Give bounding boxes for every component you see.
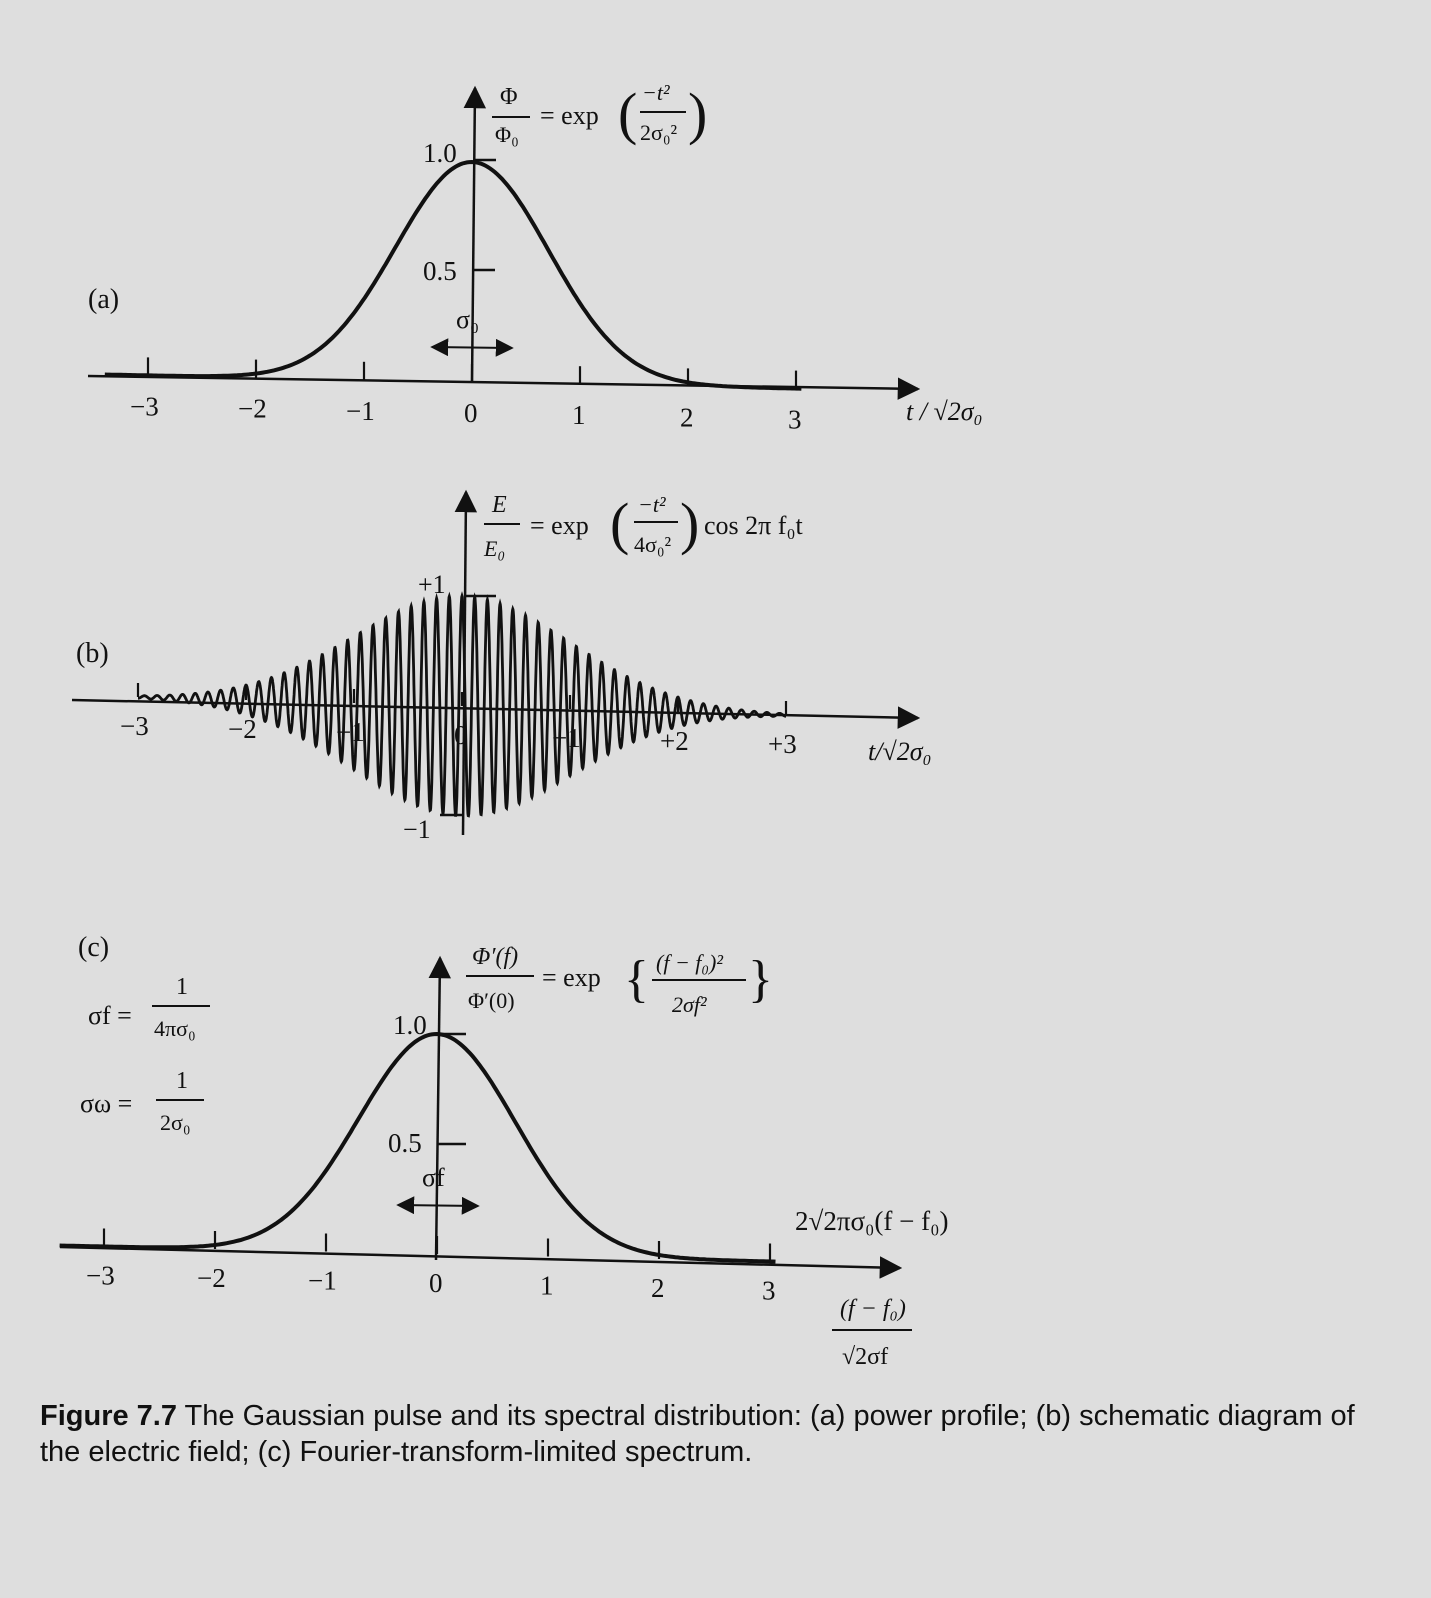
sigma-w-den: 2σ₀	[160, 1110, 191, 1135]
panel-c-formula-num: Φ′(f)	[472, 944, 519, 970]
sigma-w-num: 1	[176, 1068, 188, 1094]
x-tick-label: +3	[768, 729, 797, 759]
panel-c-xlabel-num: (f − f₀)	[840, 1296, 906, 1322]
panel-c-formula-den: Φ′(0)	[468, 988, 515, 1013]
panel-a-formula-den: Φ₀	[495, 122, 519, 147]
panel-a-y-axis	[472, 88, 475, 382]
panel-a	[88, 80, 983, 435]
panel-b-formula-num: E	[492, 492, 507, 518]
sigma-f-num: 1	[176, 974, 188, 1000]
x-tick-label: 3	[762, 1275, 776, 1306]
panel-b-ytick-label-plus1: +1	[418, 570, 446, 599]
panel-a-formula-num: Φ	[500, 84, 518, 110]
panel-a-sigma-arrow	[432, 347, 512, 348]
svg-text:): )	[688, 81, 708, 146]
panel-c-xlabel-top: 2√2πσ₀(f − f₀)	[795, 1206, 949, 1236]
panel-a-formula-arg-num: −t²	[642, 80, 670, 105]
x-tick-label: 0	[464, 398, 478, 428]
x-tick-label: −2	[228, 714, 257, 744]
svg-text:{: {	[624, 951, 649, 1008]
panel-c-sigma-arrow	[398, 1205, 478, 1206]
x-tick-label: 1	[572, 400, 586, 431]
x-tick-label: +2	[660, 726, 689, 756]
panel-b-label: (b)	[76, 638, 109, 669]
x-tick-label: −3	[120, 711, 149, 741]
x-tick-label: 0	[429, 1268, 443, 1298]
panel-b-xlabel: t/√2σ₀	[868, 737, 932, 766]
x-tick-label: 3	[788, 404, 802, 435]
x-tick-label: +1	[552, 723, 581, 753]
panel-c-sigma-label: σf	[422, 1163, 445, 1192]
bleed-through-1	[1200, 130, 1206, 157]
x-tick-label: −1	[308, 1265, 337, 1296]
panel-b-ytick-label-minus1: −1	[403, 815, 431, 844]
panel-c-ytick-label-05: 0.5	[388, 1128, 422, 1158]
x-tick-label: 1	[540, 1270, 554, 1301]
x-tick-label: 2	[680, 402, 694, 433]
sigma-w-lhs: σω =	[80, 1089, 133, 1118]
panel-c-formula-rhs: = exp	[542, 963, 601, 992]
panel-c	[60, 932, 949, 1370]
panel-b	[72, 491, 932, 844]
x-tick-label: 2	[651, 1273, 665, 1303]
svg-text:(: (	[610, 491, 630, 556]
panel-b-formula-tail: cos 2π f₀t	[704, 511, 803, 540]
sigma-f-lhs: σf =	[88, 1001, 132, 1030]
x-tick-label: −1	[336, 717, 365, 747]
panel-b-formula-den: E₀	[484, 536, 506, 561]
svg-text:): )	[680, 491, 700, 556]
panel-b-formula-arg-den: 4σ₀²	[634, 532, 672, 557]
panel-a-formula-rhs: = exp	[540, 101, 599, 130]
x-tick-label: −2	[238, 393, 267, 424]
x-tick-label: −3	[130, 391, 159, 422]
panel-c-formula-arg-den: 2σf²	[672, 992, 707, 1017]
caption-text: The Gaussian pulse and its spectral distribution: (a) power profile; (b) schematic diagram of the electric field; (c) Fourier-transform-limited spectrum.	[40, 1400, 1355, 1468]
panel-b-formula-rhs: = exp	[530, 511, 589, 540]
caption-label: Figure 7.7	[40, 1400, 177, 1432]
sigma-f-den: 4πσ₀	[154, 1016, 196, 1041]
panel-c-label: (c)	[78, 932, 110, 963]
x-tick-label: −1	[346, 395, 375, 426]
figure-caption	[40, 1398, 1400, 1470]
x-tick-label: −2	[197, 1263, 226, 1293]
panel-c-y-axis	[436, 958, 440, 1260]
panel-c-x-axis	[60, 1247, 900, 1268]
panel-a-xlabel: t / √2σ₀	[906, 397, 983, 426]
panel-a-x-ticks	[130, 357, 802, 434]
panel-a-sigma-label: σ₀	[456, 305, 480, 334]
panel-a-label: (a)	[88, 284, 120, 315]
x-tick-label: 0	[454, 720, 468, 750]
x-tick-label: −3	[86, 1260, 115, 1291]
svg-text:}: }	[748, 951, 773, 1008]
panel-b-formula-arg-num: −t²	[638, 492, 666, 517]
svg-text:(: (	[618, 81, 638, 146]
panel-a-ytick-label-05: 0.5	[423, 256, 457, 286]
panel-a-formula-arg-den: 2σ₀²	[640, 120, 678, 145]
panel-c-xlabel-den: √2σf	[842, 1344, 889, 1370]
panel-a-ytick-label-1: 1.0	[423, 138, 457, 168]
panel-c-x-ticks	[86, 1229, 776, 1306]
panel-c-ytick-label-1: 1.0	[393, 1010, 427, 1040]
panel-c-formula-arg-num: (f − f₀)²	[656, 950, 723, 975]
